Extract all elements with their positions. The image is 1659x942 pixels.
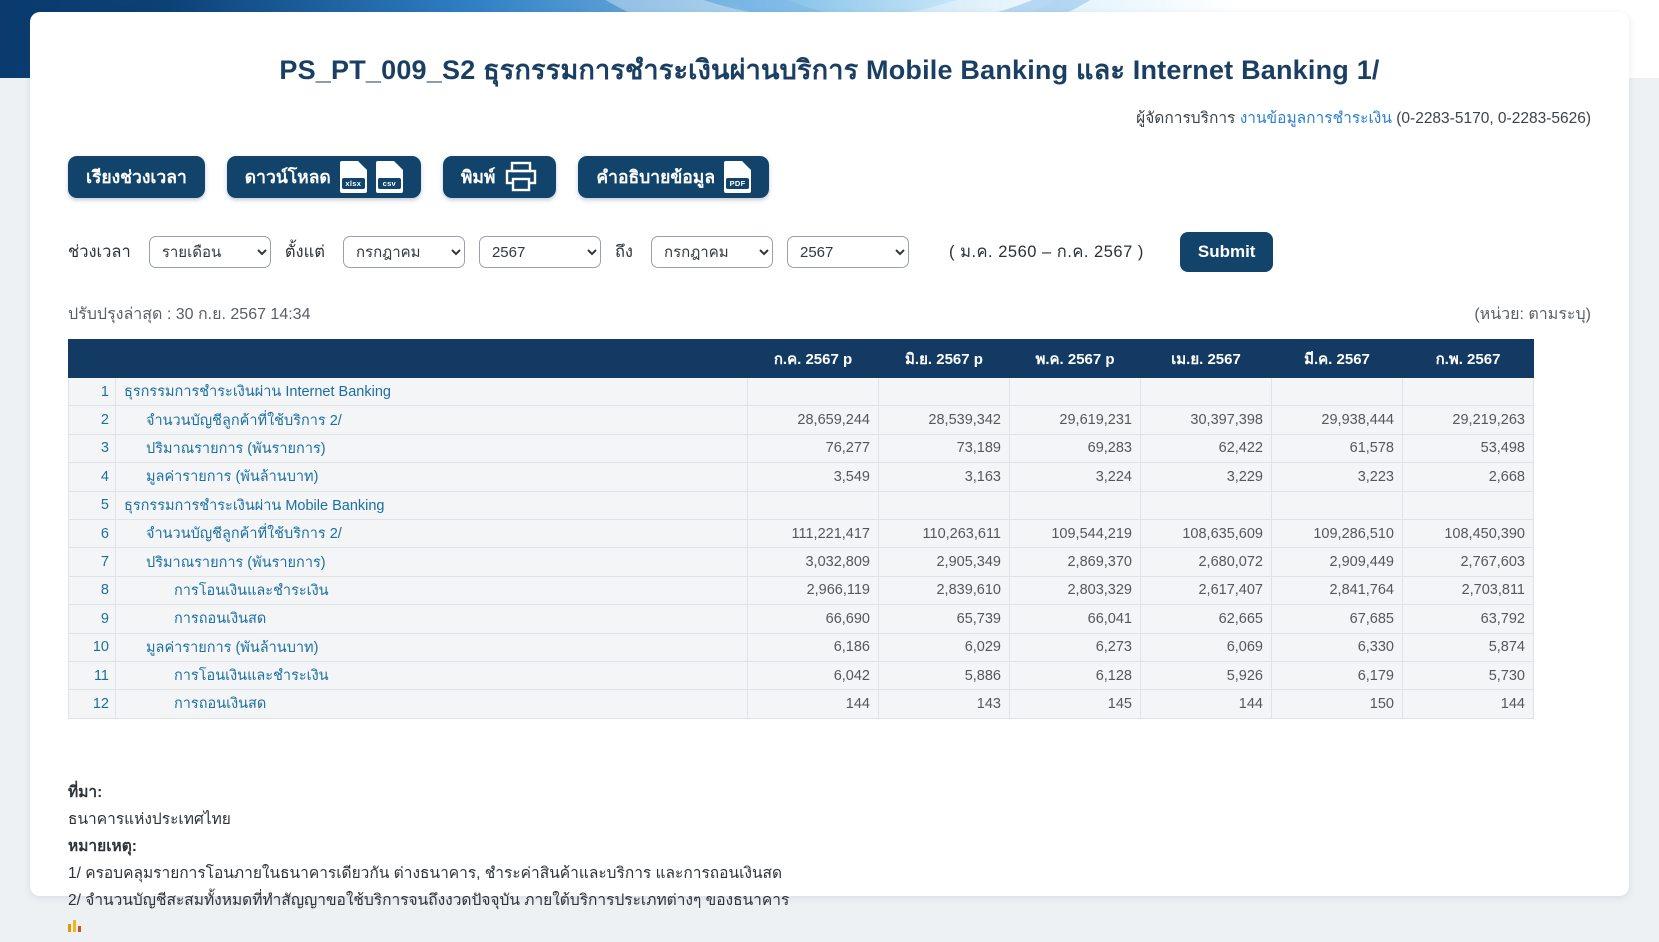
data-cell: 6,128	[1010, 661, 1141, 689]
month-column-header: มี.ค. 2567	[1272, 340, 1403, 378]
data-cell	[748, 491, 879, 519]
data-cell: 53,498	[1403, 434, 1534, 462]
table-row	[69, 463, 1534, 491]
footnote-2: 2/ จำนวนบัญชีสะสมทั้งหมดที่ทำสัญญาขอใช้บริการจนถึงงวดปัจจุบัน ภายใต้บริการประเภทต่างๆ ของธนาคาร	[68, 892, 790, 910]
table-row	[69, 605, 1534, 633]
data-cell: 29,938,444	[1272, 406, 1403, 434]
from-label: ตั้งแต่	[284, 243, 325, 261]
data-cell: 2,668	[1403, 463, 1534, 491]
data-cell: 2,841,764	[1272, 576, 1403, 604]
row-number: 5	[69, 491, 116, 519]
available-range-hint: ( ม.ค. 2560 – ก.ค. 2567 )	[948, 243, 1144, 261]
data-cell: 6,029	[879, 633, 1010, 661]
data-cell	[748, 378, 879, 406]
data-cell: 2,680,072	[1141, 548, 1272, 576]
table-row	[69, 576, 1534, 604]
data-cell: 5,926	[1141, 661, 1272, 689]
data-cell: 6,186	[748, 633, 879, 661]
row-label: ธุรกรรมการชำระเงินผ่าน Internet Banking	[116, 378, 748, 406]
data-cell: 28,659,244	[748, 406, 879, 434]
row-label: การถอนเงินสด	[116, 605, 748, 633]
table-row	[69, 690, 1534, 718]
data-cell	[879, 491, 1010, 519]
table-row	[69, 406, 1534, 434]
download-label: ดาวน์โหลด	[244, 167, 331, 187]
data-cell: 2,617,407	[1141, 576, 1272, 604]
data-cell: 2,703,811	[1403, 576, 1534, 604]
month-column-header: พ.ค. 2567 p	[1010, 340, 1141, 378]
data-cell: 3,229	[1141, 463, 1272, 491]
xlsx-file-icon	[340, 161, 367, 193]
row-number: 8	[69, 576, 116, 604]
data-cell: 3,224	[1010, 463, 1141, 491]
row-label: ปริมาณรายการ (พันรายการ)	[116, 434, 748, 462]
table-row	[69, 633, 1534, 661]
data-cell: 5,886	[879, 661, 1010, 689]
data-cell: 30,397,398	[1141, 406, 1272, 434]
data-cell: 2,803,329	[1010, 576, 1141, 604]
data-cell: 66,690	[748, 605, 879, 633]
data-cell: 110,263,611	[879, 519, 1010, 547]
row-label: การโอนเงินและชำระเงิน	[116, 576, 748, 604]
row-label: มูลค่ารายการ (พันล้านบาท)	[116, 463, 748, 491]
data-cell: 65,739	[879, 605, 1010, 633]
source-label: ที่มา:	[68, 783, 103, 801]
data-cell: 145	[1010, 690, 1141, 718]
manager-phone: (0-2283-5170, 0-2283-5626)	[1396, 110, 1591, 127]
data-cell	[1010, 378, 1141, 406]
data-cell	[1272, 491, 1403, 519]
data-cell: 3,549	[748, 463, 879, 491]
xlsx-badge: xlsx	[342, 178, 365, 189]
row-number: 11	[69, 661, 116, 689]
data-cell: 3,032,809	[748, 548, 879, 576]
data-cell: 6,042	[748, 661, 879, 689]
data-cell: 73,189	[879, 434, 1010, 462]
data-cell: 62,422	[1141, 434, 1272, 462]
data-cell: 6,069	[1141, 633, 1272, 661]
data-cell: 2,966,119	[748, 576, 879, 604]
toolbar	[68, 156, 1591, 198]
table-row	[69, 491, 1534, 519]
row-label: การโอนเงินและชำระเงิน	[116, 661, 748, 689]
to-month-select[interactable]	[651, 236, 773, 268]
data-cell	[1010, 491, 1141, 519]
data-cell: 109,544,219	[1010, 519, 1141, 547]
pdf-file-icon	[724, 161, 751, 193]
data-cell: 6,330	[1272, 633, 1403, 661]
data-cell: 144	[748, 690, 879, 718]
data-cell: 2,909,449	[1272, 548, 1403, 576]
row-number: 1	[69, 378, 116, 406]
row-number: 7	[69, 548, 116, 576]
download-button[interactable]	[227, 156, 421, 198]
data-cell	[1141, 378, 1272, 406]
row-label-header	[69, 340, 748, 378]
row-number: 9	[69, 605, 116, 633]
sort-period-button[interactable]	[68, 156, 205, 198]
data-cell: 28,539,342	[879, 406, 1010, 434]
row-label: จำนวนบัญชีลูกค้าที่ใช้บริการ 2/	[116, 519, 748, 547]
data-cell: 3,163	[879, 463, 1010, 491]
data-cell: 2,839,610	[879, 576, 1010, 604]
csv-badge: csv	[378, 178, 401, 189]
data-cell	[879, 378, 1010, 406]
data-cell: 6,273	[1010, 633, 1141, 661]
table-body	[69, 378, 1534, 719]
main-content-card	[30, 12, 1629, 910]
data-cell	[1141, 491, 1272, 519]
from-year-select[interactable]	[479, 236, 601, 268]
data-table	[68, 339, 1534, 719]
data-cell	[1403, 491, 1534, 519]
period-select[interactable]	[149, 236, 271, 268]
pdf-badge: PDF	[726, 178, 749, 189]
printer-icon	[504, 161, 538, 193]
month-column-header: เม.ย. 2567	[1141, 340, 1272, 378]
data-cell: 2,767,603	[1403, 548, 1534, 576]
data-cell: 111,221,417	[748, 519, 879, 547]
data-cell: 5,730	[1403, 661, 1534, 689]
data-cell	[1272, 378, 1403, 406]
from-month-select[interactable]	[343, 236, 465, 268]
print-label: พิมพ์	[460, 167, 496, 187]
data-cell: 29,619,231	[1010, 406, 1141, 434]
month-column-header: ก.ค. 2567 p	[748, 340, 879, 378]
data-cell: 6,179	[1272, 661, 1403, 689]
data-cell: 76,277	[748, 434, 879, 462]
data-cell: 3,223	[1272, 463, 1403, 491]
notes-label: หมายเหตุ:	[68, 837, 137, 855]
filter-bar	[68, 232, 1591, 272]
data-description-button[interactable]	[578, 156, 769, 198]
data-cell: 2,869,370	[1010, 548, 1141, 576]
data-cell	[1403, 378, 1534, 406]
data-cell: 5,874	[1403, 633, 1534, 661]
data-cell: 108,635,609	[1141, 519, 1272, 547]
row-label: ปริมาณรายการ (พันรายการ)	[116, 548, 748, 576]
row-number: 10	[69, 633, 116, 661]
row-label: ธุรกรรมการชำระเงินผ่าน Mobile Banking	[116, 491, 748, 519]
sort-period-label: เรียงช่วงเวลา	[86, 167, 187, 187]
page-title: PS_PT_009_S2 ธุรกรรมการชำระเงินผ่านบริการ Mobile Banking และ Internet Banking 1/	[279, 55, 1380, 85]
payment-data-unit-link[interactable]: งานข้อมูลการชำระเงิน	[1239, 110, 1392, 127]
month-column-header: มิ.ย. 2567 p	[879, 340, 1010, 378]
table-row	[69, 378, 1534, 406]
data-cell: 143	[879, 690, 1010, 718]
table-row	[69, 519, 1534, 547]
to-year-select[interactable]	[787, 236, 909, 268]
table-row	[69, 661, 1534, 689]
submit-button[interactable]: Submit	[1180, 232, 1274, 272]
source-value: ธนาคารแห่งประเทศไทย	[68, 810, 231, 828]
csv-file-icon	[376, 161, 403, 193]
to-label: ถึง	[614, 243, 633, 261]
footnote-1: 1/ ครอบคลุมรายการโอนภายในธนาคารเดียวกัน ต่างธนาคาร, ชำระค่าสินค้าและบริการ และการถอนเงินสด	[68, 865, 783, 883]
data-cell: 69,283	[1010, 434, 1141, 462]
manager-label: ผู้จัดการบริการ	[1136, 110, 1236, 127]
data-cell: 144	[1403, 690, 1534, 718]
table-row	[69, 548, 1534, 576]
status-row	[68, 302, 1591, 327]
data-cell: 108,450,390	[1403, 519, 1534, 547]
row-number: 2	[69, 406, 116, 434]
mini-bar-chart-icon	[68, 918, 81, 932]
row-number: 4	[69, 463, 116, 491]
table-header-row	[69, 340, 1534, 378]
data-cell: 67,685	[1272, 605, 1403, 633]
row-label: การถอนเงินสด	[116, 690, 748, 718]
data-cell: 144	[1141, 690, 1272, 718]
data-cell: 2,905,349	[879, 548, 1010, 576]
row-number: 12	[69, 690, 116, 718]
data-cell: 29,219,263	[1403, 406, 1534, 434]
data-description-label: คำอธิบายข้อมูล	[596, 167, 716, 187]
last-updated-text: ปรับปรุงล่าสุด : 30 ก.ย. 2567 14:34	[68, 306, 311, 323]
data-cell: 109,286,510	[1272, 519, 1403, 547]
unit-note: (หน่วย: ตามระบุ)	[1474, 306, 1591, 323]
data-cell: 150	[1272, 690, 1403, 718]
data-cell: 62,665	[1141, 605, 1272, 633]
period-label: ช่วงเวลา	[68, 243, 131, 261]
row-label: จำนวนบัญชีลูกค้าที่ใช้บริการ 2/	[116, 406, 748, 434]
table-row	[69, 434, 1534, 462]
month-column-header: ก.พ. 2567	[1403, 340, 1534, 378]
print-button[interactable]	[443, 156, 557, 198]
data-cell: 66,041	[1010, 605, 1141, 633]
row-label: มูลค่ารายการ (พันล้านบาท)	[116, 633, 748, 661]
footnotes	[68, 779, 1591, 942]
row-number: 6	[69, 519, 116, 547]
data-cell: 61,578	[1272, 434, 1403, 462]
service-manager-line	[68, 105, 1591, 130]
row-number: 3	[69, 434, 116, 462]
data-cell: 63,792	[1403, 605, 1534, 633]
